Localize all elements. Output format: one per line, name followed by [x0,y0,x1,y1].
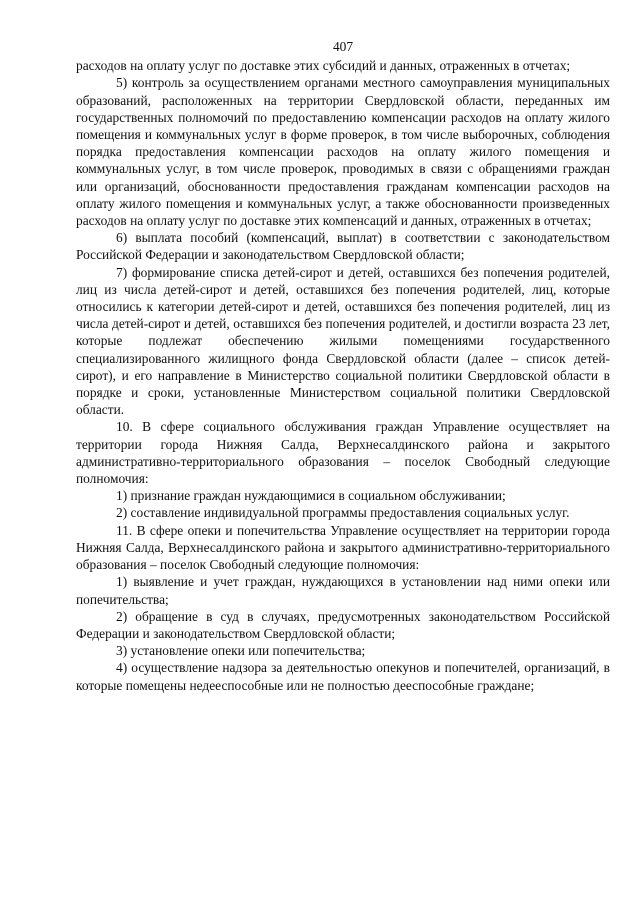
paragraph-section-11-item-3: 3) установление опеки или попечительства; [116,643,366,659]
paragraph-section-10: 10. В сфере социального обслуживания граждан Управление осуществляет на территории города Нижняя Салда, Верхнесалдинского района и закрытого административно-территориального образования – поселок Свободный следующие полномочия: [76,419,610,487]
paragraph-item-6-payment: 6) выплата пособий (компенсаций, выплат) в соответствии с законодательством Российской Федерации и законодательством Свердловской области; [76,230,610,263]
paragraph-section-10-item-2: 2) составление индивидуальной программы предоставления социальных услуг. [116,505,570,521]
paragraph-section-10-item-1: 1) признание граждан нуждающимися в социальном обслуживании; [116,488,506,504]
paragraph-section-11: 11. В сфере опеки и попечительства Управление осуществляет на территории города Нижняя Салда, Верхнесалдинского района и закрытого административно-территориального образования – поселок Свободный следующие полномочия: [76,522,610,573]
paragraph-section-11-item-1: 1) выявление и учет граждан, нуждающихся в установлении над ними опеки или попечительства; [76,574,610,607]
paragraph-section-11-item-4: 4) осуществление надзора за деятельностью опекунов и попечителей, организаций, в которые помещены недееспособные или не полностью дееспособные граждане; [76,660,610,693]
paragraph-section-11-item-2: 2) обращение в суд в случаях, предусмотренных законодательством Российской Федерации и законодательством Свердловской области; [76,608,610,641]
paragraph-item-7-orphan-list: 7) формирование списка детей-сирот и детей, оставшихся без попечения родителей, лиц из числа детей-сирот и детей, оставшихся без попечения родителей, лиц, которые относились к категории детей-сирот и детей, оставшихся без попечения родителей, лиц из числа детей-сирот и детей, оставшихся без попечения родителей, и достигли возраста 23 лет, которые подлежат обеспечению жилыми помещениями государственного специализированного жилищного фонда Свердловской области (далее – список детей-сирот), и его направление в Министерство социальной политики Свердловской области в порядке и сроки, установленные Министерством социальной политики Свердловской области. [76,264,610,418]
document-page [76,38,610,694]
page-number: 407 [332,39,354,54]
paragraph-continuation: расходов на оплату услуг по доставке этих субсидий и данных, отраженных в отчетах; [76,58,571,74]
paragraph-item-5-control: 5) контроль за осуществлением органами местного самоуправления муниципальных образований, расположенных на территории Свердловской области, переданных им государственных полномочий по предоставлению компенсации расходов на оплату жилого помещения и коммунальных услуг в форме проверок, в том числе выборочных, соблюдения порядка предоставления компенсации расходов на оплату жилого помещения и коммунальных услуг, в том числе проверок, проводимых в связи с обращениями граждан или организаций, обоснованности предоставления гражданам компенсации расходов на оплату жилого помещения и коммунальных услуг, а также обоснованности произведенных расходов на оплату услуг по доставке этих компенсаций и данных, отраженных в отчетах; [76,75,610,229]
